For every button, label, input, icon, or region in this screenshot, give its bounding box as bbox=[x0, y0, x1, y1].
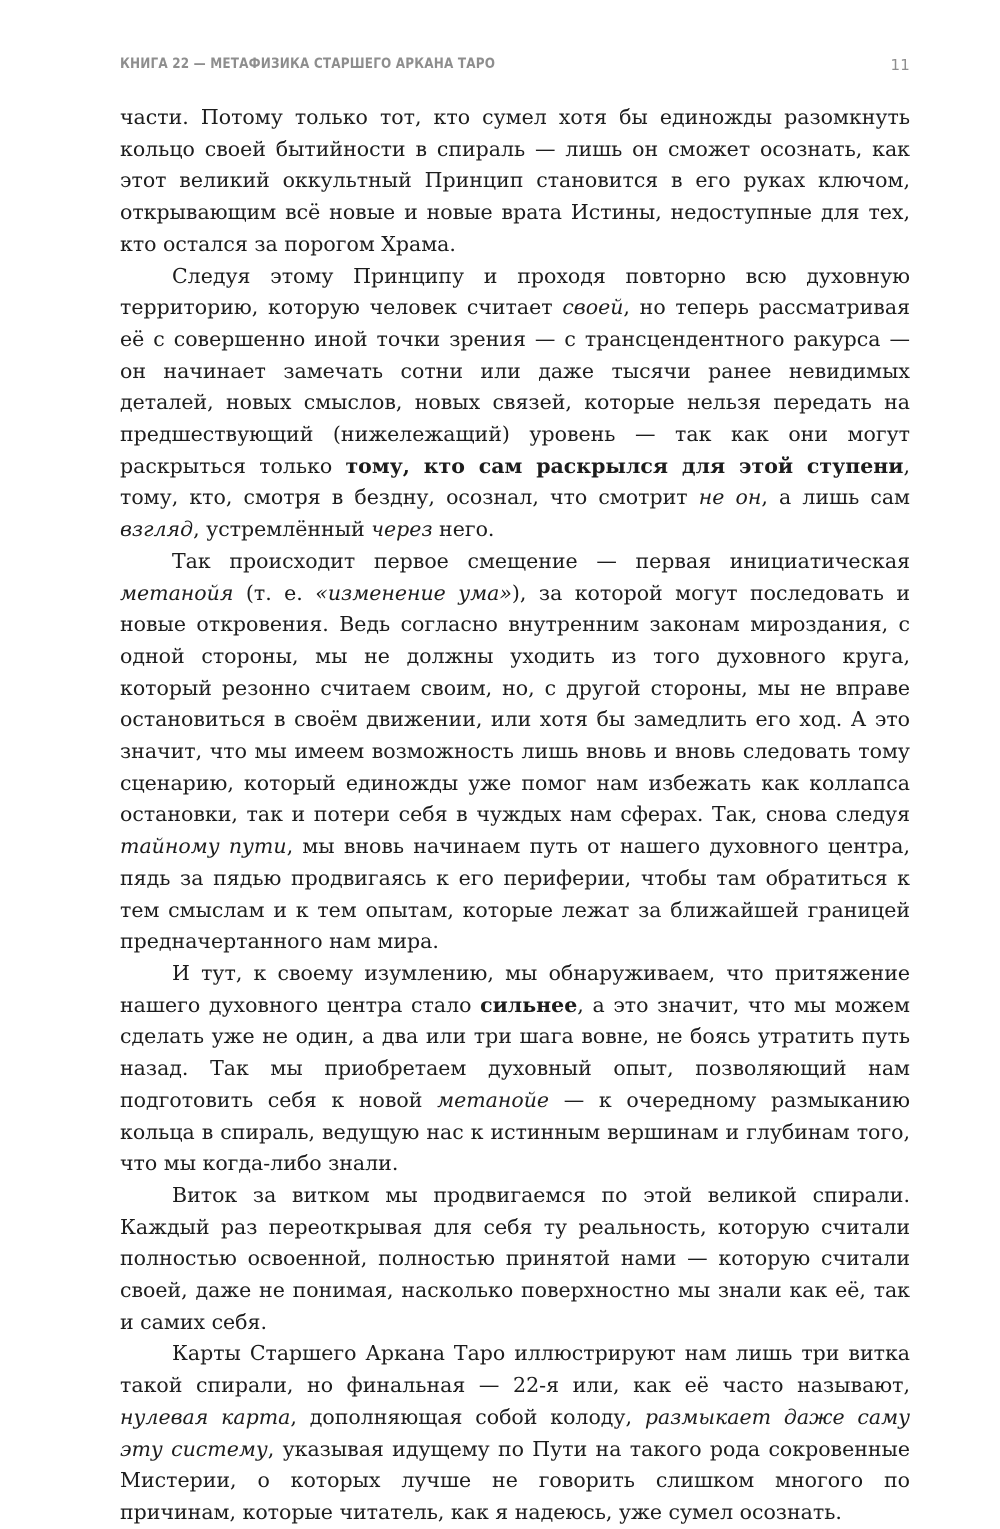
page-number: 11 bbox=[890, 56, 910, 74]
running-header-title: КНИГА 22 — МЕТАФИЗИКА СТАРШЕГО АРКАНА ТАРО bbox=[120, 56, 496, 72]
italic-text: размыкает даже саму эту систему bbox=[120, 1404, 911, 1461]
text-run: (т. е. bbox=[233, 580, 316, 605]
italic-text: метанойе bbox=[437, 1087, 550, 1112]
text-run: Следуя этому Принципу и проходя повторно всю духовную территорию, которую человек считает bbox=[120, 263, 910, 320]
italic-text: своей bbox=[562, 295, 624, 320]
text-run: части. Потому только тот, кто сумел хотя бы единожды разомкнуть кольцо своей бытийности в спираль — лишь он сможет осознать, как этот великий оккультный Принцип становится в его руках ключом, открывающим всё новые и новые врата Истины, недоступные для тех, кто остался за порогом Храма. bbox=[120, 105, 910, 256]
text-run: — к очередному размыканию кольца в спираль, ведущую нас к истинным вершинам и глубинам того, что мы когда-либо знали. bbox=[120, 1087, 911, 1176]
text-run: , дополняющая собой колоду, bbox=[290, 1404, 645, 1429]
paragraph bbox=[120, 958, 910, 1180]
text-run: , указывая идущему по Пути на такого рода сокровенные Мистерии, о которых лучше не говорить слишком многого по причинам, которые читатель, как я надеюсь, уже сумел осознать. bbox=[120, 1436, 911, 1524]
text-run: , но теперь рассматривая её с совершенно иной точки зрения — с трансцендентного ракурса — он начинает замечать сотни или даже тысячи ранее невидимых деталей, новых смыслов, новых связей, которые нельзя передать на предшествующий (нижележащий) уровень — так как они могут раскрыться только bbox=[120, 295, 910, 478]
text-run: И тут, к своему изумлению, мы обнаруживаем, что притяжение нашего духовного центра стало bbox=[120, 960, 910, 1017]
text-run: , устремлённый bbox=[193, 517, 372, 542]
italic-text: «изменение ума» bbox=[315, 580, 512, 605]
bold-text: сильнее bbox=[480, 992, 578, 1017]
paragraph bbox=[120, 546, 910, 958]
italic-text: взгляд bbox=[120, 517, 194, 542]
text-run: него. bbox=[432, 517, 495, 542]
text-run: , а лишь сам bbox=[761, 485, 911, 510]
italic-text: тайному пути bbox=[120, 834, 287, 859]
paragraph bbox=[120, 1180, 910, 1339]
text-run: , а это значит, что мы можем сделать уже не один, а два или три шага вовне, не боясь утратить путь назад. Так мы приобретаем духовный опыт, позволяющий нам подготовить себя к новой bbox=[120, 992, 910, 1112]
text-run: Карты Старшего Аркана Таро иллюстрируют нам лишь три витка такой спирали, но финальная — 22-я или, как её часто называют, bbox=[120, 1341, 910, 1398]
paragraph bbox=[120, 261, 910, 546]
text-run: , мы вновь начинаем путь от нашего духовного центра, пядь за пядью продвигаясь к его периферии, чтобы там обратиться к тем смыслам и к тем опытам, которые лежат за ближайшей границей предначертанного нам мира. bbox=[120, 834, 911, 954]
text-run: ), за которой могут последовать и новые откровения. Ведь согласно внутренним законам мироздания, с одной стороны, мы не должны уходить из того духовного круга, который резонно считаем своим, но, с другой стороны, мы не вправе остановиться в своём движении, или хотя бы замедлить его ход. А это значит, что мы имеем возможность лишь вновь и вновь следовать тому сценарию, который единожды уже помог нам избежать как коллапса остановки, так и потери себя в чуждых нам сферах. Так, снова следуя bbox=[120, 580, 911, 827]
italic-text: нулевая карта bbox=[120, 1404, 291, 1429]
text-run: , тому, кто, смотря в бездну, осознал, что смотрит bbox=[120, 453, 911, 510]
bold-text: тому, кто сам раскрылся для этой ступени bbox=[345, 453, 904, 478]
paragraph bbox=[120, 1338, 910, 1528]
italic-text: через bbox=[371, 517, 433, 542]
italic-text: метанойя bbox=[120, 580, 234, 605]
body-text bbox=[120, 102, 910, 1529]
text-run: Так происходит первое смещение — первая инициатическая bbox=[172, 548, 910, 573]
italic-text: не он bbox=[698, 485, 762, 510]
paragraph bbox=[120, 102, 910, 261]
text-run: Виток за витком мы продвигаемся по этой великой спирали. Каждый раз переоткрывая для себя ту реальность, которую считали полностью освоенной, полностью принятой нами — которую считали своей, даже не понимая, насколько поверхностно мы знали как её, так и самих себя. bbox=[120, 1182, 910, 1334]
running-header bbox=[120, 56, 910, 80]
